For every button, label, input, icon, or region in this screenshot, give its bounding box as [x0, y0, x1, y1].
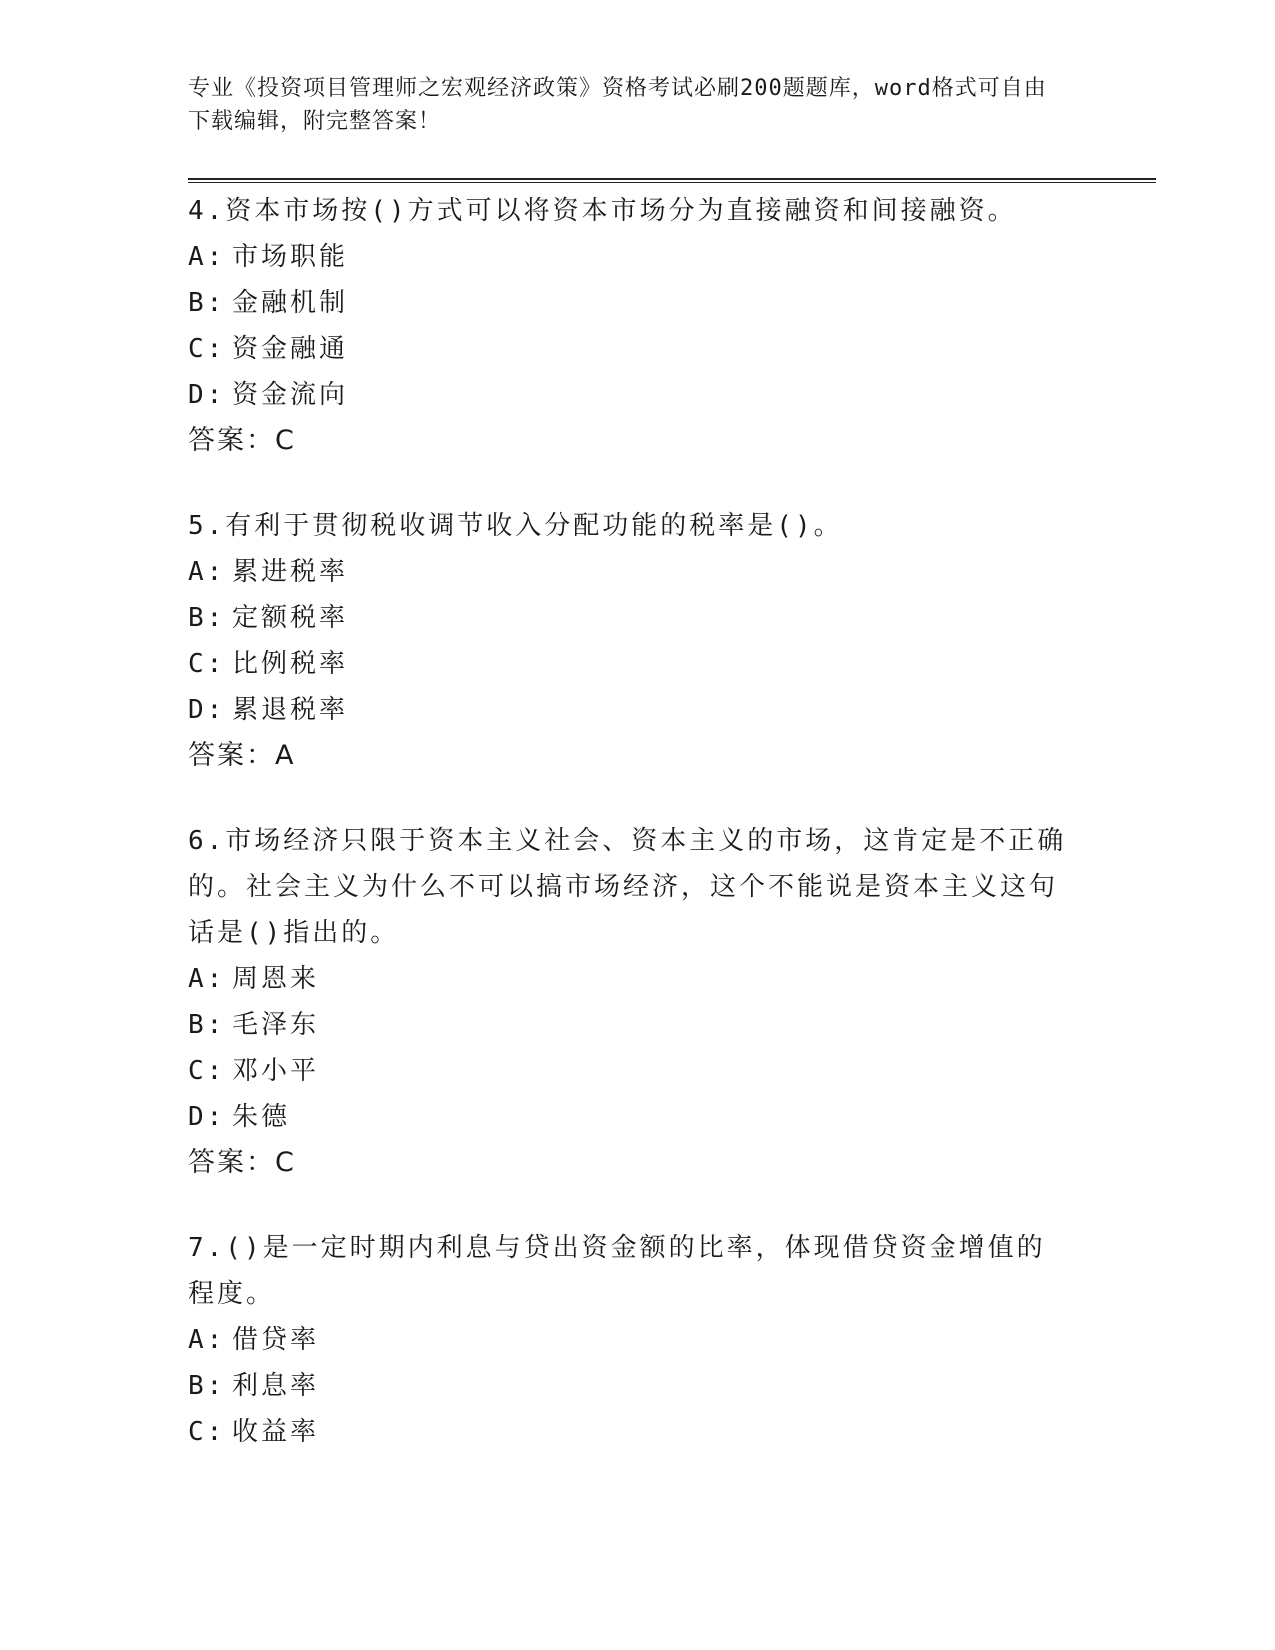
option-b — [188, 280, 1068, 326]
option-text: 累退税率 — [232, 695, 349, 725]
option-text: 借贷率 — [232, 1325, 320, 1355]
answer-line: 答案：C — [188, 1147, 296, 1178]
question-stem: 4.资本市场按()方式可以将资本市场分为直接融资和间接融资。 — [188, 196, 1017, 226]
option-a — [188, 234, 1068, 280]
option-d — [188, 1094, 1068, 1140]
option-letter: B: — [188, 288, 226, 318]
option-text: 邓小平 — [232, 1056, 320, 1086]
option-letter: D: — [188, 380, 226, 410]
option-c — [188, 1409, 1068, 1455]
option-letter: B: — [188, 1010, 226, 1040]
option-c — [188, 1048, 1068, 1094]
header-divider — [188, 178, 1156, 183]
option-letter: D: — [188, 1102, 226, 1132]
question-stem: 5.有利于贯彻税收调节收入分配功能的税率是()。 — [188, 511, 843, 541]
option-a — [188, 1317, 1068, 1363]
option-d — [188, 687, 1068, 733]
option-letter: C: — [188, 334, 226, 364]
option-a — [188, 956, 1068, 1002]
option-text: 朱德 — [232, 1102, 291, 1132]
page-header: 专业《投资项目管理师之宏观经济政策》资格考试必刷200题题库，word格式可自由下载编辑，附完整答案！ — [188, 76, 1047, 134]
option-text: 金融机制 — [232, 288, 349, 318]
question-stem: 6.市场经济只限于资本主义社会、资本主义的市场，这肯定是不正确的。社会主义为什么不可以搞市场经济，这个不能说是资本主义这句话是()指出的。 — [188, 826, 1067, 948]
answer-line: 答案：C — [188, 425, 296, 456]
option-b — [188, 595, 1068, 641]
question-6 — [188, 818, 1068, 1186]
option-text: 资金流向 — [232, 380, 349, 410]
option-letter: B: — [188, 603, 226, 633]
option-text: 毛泽东 — [232, 1010, 320, 1040]
option-text: 定额税率 — [232, 603, 349, 633]
option-text: 收益率 — [232, 1417, 320, 1447]
option-text: 市场职能 — [232, 242, 349, 272]
option-b — [188, 1363, 1068, 1409]
question-4 — [188, 188, 1068, 464]
option-b — [188, 1002, 1068, 1048]
option-a — [188, 549, 1068, 595]
option-text: 资金融通 — [232, 334, 349, 364]
option-letter: A: — [188, 557, 226, 587]
option-letter: C: — [188, 649, 226, 679]
option-letter: C: — [188, 1417, 226, 1447]
option-letter: C: — [188, 1056, 226, 1086]
option-letter: A: — [188, 964, 226, 994]
option-text: 比例税率 — [232, 649, 349, 679]
question-7 — [188, 1225, 1068, 1455]
question-stem: 7.()是一定时期内利息与贷出资金额的比率，体现借贷资金增值的程度。 — [188, 1233, 1046, 1309]
option-letter: B: — [188, 1371, 226, 1401]
option-text: 累进税率 — [232, 557, 349, 587]
option-d — [188, 372, 1068, 418]
option-text: 周恩来 — [232, 964, 320, 994]
answer-line: 答案：A — [188, 740, 296, 771]
option-letter: A: — [188, 242, 226, 272]
question-5 — [188, 503, 1068, 779]
option-text: 利息率 — [232, 1371, 320, 1401]
option-letter: D: — [188, 695, 226, 725]
question-list — [188, 188, 1068, 1494]
option-c — [188, 326, 1068, 372]
option-letter: A: — [188, 1325, 226, 1355]
option-c — [188, 641, 1068, 687]
